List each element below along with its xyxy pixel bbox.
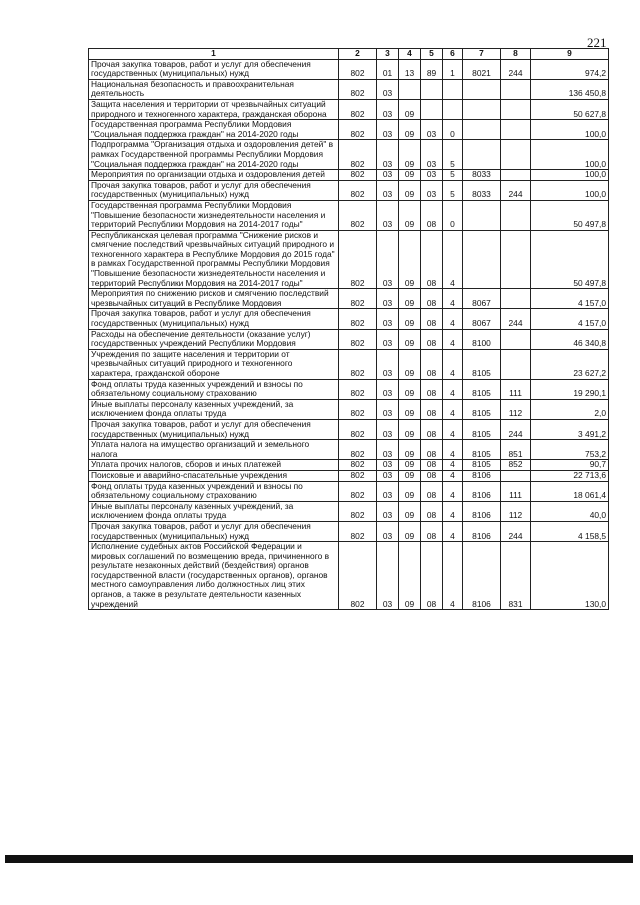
table-row: [89, 140, 609, 170]
row-name-cell: Фонд оплаты труда казенных учреждений и взносы по обязательному социальному страхованию: [89, 379, 339, 399]
row-c3-cell: 03: [377, 460, 399, 471]
row-c5-cell: 08: [421, 230, 443, 289]
row-c6-cell: 4: [443, 379, 463, 399]
header-cell: 8: [501, 49, 531, 60]
row-c8-cell: [501, 230, 531, 289]
row-name-cell: Прочая закупка товаров, работ и услуг для обеспечения государственных (муниципальных) нужд: [89, 419, 339, 439]
row-name-cell: Государственная программа Республики Мордовия "Социальная поддержка граждан" на 2014-2020 годы: [89, 120, 339, 140]
row-c5-cell: 08: [421, 521, 443, 541]
table-row: [89, 200, 609, 230]
row-c9-cell: 753,2: [531, 440, 609, 460]
row-c2-cell: 802: [339, 120, 377, 140]
row-c6-cell: 0: [443, 200, 463, 230]
row-name-cell: Мероприятия по снижению рисков и смягчению последствий чрезвычайных ситуаций в Республике Мордовия: [89, 289, 339, 309]
row-c7-cell: [463, 99, 501, 119]
row-c9-cell: 50 497,8: [531, 230, 609, 289]
row-c2-cell: 802: [339, 200, 377, 230]
row-c4-cell: 09: [399, 470, 421, 481]
row-c9-cell: 100,0: [531, 170, 609, 181]
row-c6-cell: [443, 79, 463, 99]
row-c6-cell: 4: [443, 460, 463, 471]
table-row: [89, 170, 609, 181]
page-number: 221: [587, 35, 607, 50]
table-row: [89, 481, 609, 501]
row-c2-cell: 802: [339, 140, 377, 170]
row-c7-cell: 8105: [463, 379, 501, 399]
row-c4-cell: 09: [399, 349, 421, 379]
row-c5-cell: 03: [421, 140, 443, 170]
row-c3-cell: 01: [377, 59, 399, 79]
header-cell: 4: [399, 49, 421, 60]
row-c8-cell: [501, 120, 531, 140]
row-c7-cell: [463, 120, 501, 140]
header-cell: 1: [89, 49, 339, 60]
row-c6-cell: 4: [443, 329, 463, 349]
row-c8-cell: [501, 170, 531, 181]
row-c6-cell: 4: [443, 470, 463, 481]
row-c8-cell: [501, 99, 531, 119]
row-c7-cell: 8106: [463, 470, 501, 481]
row-name-cell: Исполнение судебных актов Российской Федерации и мировых соглашений по возмещению вреда, причиненного в результате незаконных действий (бездействия) органов государственной власти (государственных органов), органов местного самоуправления либо должностных лиц этих органов, а также в результате деятельности казенных учреждений: [89, 542, 339, 610]
row-c3-cell: 03: [377, 501, 399, 521]
budget-table: [88, 48, 609, 610]
row-c6-cell: 4: [443, 309, 463, 329]
row-c6-cell: 4: [443, 289, 463, 309]
table-row: [89, 289, 609, 309]
scan-bottom-bar: [5, 855, 633, 863]
row-c9-cell: 46 340,8: [531, 329, 609, 349]
table-row: [89, 349, 609, 379]
row-c5-cell: [421, 79, 443, 99]
row-name-cell: Уплата прочих налогов, сборов и иных платежей: [89, 460, 339, 471]
row-c4-cell: 09: [399, 542, 421, 610]
row-c4-cell: 09: [399, 230, 421, 289]
table-row: [89, 501, 609, 521]
row-name-cell: Иные выплаты персоналу казенных учреждений, за исключением фонда оплаты труда: [89, 501, 339, 521]
row-c8-cell: [501, 140, 531, 170]
row-c8-cell: [501, 200, 531, 230]
row-c4-cell: 09: [399, 460, 421, 471]
table-row: [89, 419, 609, 439]
row-c7-cell: [463, 230, 501, 289]
row-c9-cell: 90,7: [531, 460, 609, 471]
row-c5-cell: 08: [421, 542, 443, 610]
row-c3-cell: 03: [377, 329, 399, 349]
row-c9-cell: 2,0: [531, 399, 609, 419]
row-c8-cell: 244: [501, 419, 531, 439]
table-row: [89, 470, 609, 481]
row-c6-cell: 4: [443, 230, 463, 289]
header-cell: 9: [531, 49, 609, 60]
row-c5-cell: 08: [421, 329, 443, 349]
row-c8-cell: 852: [501, 460, 531, 471]
row-c6-cell: 5: [443, 140, 463, 170]
row-c3-cell: 03: [377, 521, 399, 541]
row-c9-cell: 100,0: [531, 140, 609, 170]
row-c8-cell: [501, 349, 531, 379]
row-c7-cell: 8100: [463, 329, 501, 349]
row-name-cell: Республиканская целевая программа "Снижение рисков и смягчение последствий чрезвычайных ситуаций природного и техногенного характера в Республике Мордовия до 2015 года" в рамках Государственной программы Республики Мордовия "Повышение безопасности жизнедеятельности населения и территорий Республики Мордовия на 2014-2017 годы": [89, 230, 339, 289]
row-c3-cell: 03: [377, 140, 399, 170]
row-c8-cell: [501, 329, 531, 349]
row-c3-cell: 03: [377, 440, 399, 460]
row-c6-cell: 4: [443, 399, 463, 419]
row-c9-cell: 4 157,0: [531, 289, 609, 309]
row-c5-cell: 08: [421, 289, 443, 309]
row-c5-cell: [421, 99, 443, 119]
row-c3-cell: 03: [377, 470, 399, 481]
row-c8-cell: [501, 470, 531, 481]
row-c9-cell: 40,0: [531, 501, 609, 521]
row-c7-cell: [463, 79, 501, 99]
row-c3-cell: 03: [377, 542, 399, 610]
row-c2-cell: 802: [339, 309, 377, 329]
row-c5-cell: 03: [421, 180, 443, 200]
row-c3-cell: 03: [377, 170, 399, 181]
row-c9-cell: 50 627,8: [531, 99, 609, 119]
row-name-cell: Государственная программа Республики Мордовия "Повышение безопасности жизнедеятельности населения и территорий Республики Мордовия на 2014-2017 годы": [89, 200, 339, 230]
row-c2-cell: 802: [339, 460, 377, 471]
row-c7-cell: 8067: [463, 289, 501, 309]
row-c4-cell: 13: [399, 59, 421, 79]
header-cell: 7: [463, 49, 501, 60]
row-c6-cell: 0: [443, 120, 463, 140]
table-row: [89, 379, 609, 399]
row-c3-cell: 03: [377, 419, 399, 439]
row-c8-cell: 111: [501, 379, 531, 399]
row-name-cell: Подпрограмма "Организация отдыха и оздоровления детей" в рамках Государственной программы Республики Мордовия "Социальная поддержка граждан" на 2014-2020 годы: [89, 140, 339, 170]
row-c2-cell: 802: [339, 399, 377, 419]
row-name-cell: Мероприятия по организации отдыха и оздоровления детей: [89, 170, 339, 181]
row-c3-cell: 03: [377, 180, 399, 200]
row-c9-cell: 3 491,2: [531, 419, 609, 439]
row-c4-cell: 09: [399, 309, 421, 329]
row-c8-cell: 831: [501, 542, 531, 610]
row-c5-cell: 08: [421, 440, 443, 460]
row-c7-cell: [463, 200, 501, 230]
row-c5-cell: 03: [421, 170, 443, 181]
row-c2-cell: 802: [339, 170, 377, 181]
table-row: [89, 79, 609, 99]
row-c7-cell: 8106: [463, 521, 501, 541]
row-c8-cell: 851: [501, 440, 531, 460]
row-c8-cell: 244: [501, 521, 531, 541]
row-c4-cell: 09: [399, 481, 421, 501]
row-c7-cell: 8105: [463, 419, 501, 439]
row-c3-cell: 03: [377, 230, 399, 289]
row-c4-cell: 09: [399, 120, 421, 140]
row-c3-cell: 03: [377, 399, 399, 419]
row-c6-cell: [443, 99, 463, 119]
row-c8-cell: [501, 289, 531, 309]
row-c2-cell: 802: [339, 379, 377, 399]
row-c9-cell: 22 713,6: [531, 470, 609, 481]
row-c7-cell: 8021: [463, 59, 501, 79]
row-c5-cell: 08: [421, 399, 443, 419]
header-cell: 6: [443, 49, 463, 60]
row-c6-cell: 5: [443, 180, 463, 200]
row-c3-cell: 03: [377, 99, 399, 119]
row-c4-cell: 09: [399, 99, 421, 119]
row-c2-cell: 802: [339, 349, 377, 379]
header-cell: 2: [339, 49, 377, 60]
row-c5-cell: 08: [421, 309, 443, 329]
table-row: [89, 120, 609, 140]
row-c7-cell: 8067: [463, 309, 501, 329]
row-c2-cell: 802: [339, 289, 377, 309]
row-name-cell: Прочая закупка товаров, работ и услуг для обеспечения государственных (муниципальных) нужд: [89, 309, 339, 329]
row-name-cell: Прочая закупка товаров, работ и услуг для обеспечения государственных (муниципальных) нужд: [89, 521, 339, 541]
row-c7-cell: [463, 140, 501, 170]
table-row: [89, 99, 609, 119]
row-c9-cell: 974,2: [531, 59, 609, 79]
row-name-cell: Уплата налога на имущество организаций и земельного налога: [89, 440, 339, 460]
row-c4-cell: 09: [399, 140, 421, 170]
row-c9-cell: 23 627,2: [531, 349, 609, 379]
row-c2-cell: 802: [339, 440, 377, 460]
row-name-cell: Расходы на обеспечение деятельности (оказание услуг) государственных учреждений Республики Мордовия: [89, 329, 339, 349]
row-c5-cell: 08: [421, 481, 443, 501]
row-c2-cell: 802: [339, 329, 377, 349]
header-cell: 5: [421, 49, 443, 60]
row-c6-cell: 4: [443, 521, 463, 541]
row-c4-cell: 09: [399, 419, 421, 439]
row-c4-cell: 09: [399, 329, 421, 349]
row-c4-cell: 09: [399, 289, 421, 309]
row-c9-cell: 100,0: [531, 180, 609, 200]
row-c7-cell: 8033: [463, 180, 501, 200]
row-c8-cell: 244: [501, 309, 531, 329]
row-c5-cell: 08: [421, 501, 443, 521]
row-c2-cell: 802: [339, 99, 377, 119]
row-c4-cell: 09: [399, 180, 421, 200]
row-c7-cell: 8105: [463, 460, 501, 471]
table-row: [89, 460, 609, 471]
table-row: [89, 542, 609, 610]
row-c7-cell: 8105: [463, 399, 501, 419]
row-c3-cell: 03: [377, 349, 399, 379]
row-c2-cell: 802: [339, 470, 377, 481]
row-c2-cell: 802: [339, 501, 377, 521]
row-c7-cell: 8106: [463, 481, 501, 501]
row-c8-cell: 244: [501, 180, 531, 200]
row-c9-cell: 4 158,5: [531, 521, 609, 541]
row-c2-cell: 802: [339, 59, 377, 79]
row-c4-cell: 09: [399, 501, 421, 521]
row-name-cell: Фонд оплаты труда казенных учреждений и взносы по обязательному социальному страхованию: [89, 481, 339, 501]
row-c5-cell: 08: [421, 349, 443, 379]
table-row: [89, 440, 609, 460]
row-c4-cell: 09: [399, 200, 421, 230]
row-c3-cell: 03: [377, 379, 399, 399]
row-c3-cell: 03: [377, 79, 399, 99]
row-c5-cell: 89: [421, 59, 443, 79]
row-c5-cell: 08: [421, 419, 443, 439]
row-c4-cell: [399, 79, 421, 99]
row-c7-cell: 8106: [463, 542, 501, 610]
row-c7-cell: 8105: [463, 349, 501, 379]
row-c4-cell: 09: [399, 440, 421, 460]
row-c3-cell: 03: [377, 200, 399, 230]
row-c9-cell: 130,0: [531, 542, 609, 610]
row-name-cell: Иные выплаты персоналу казенных учреждений, за исключением фонда оплаты труда: [89, 399, 339, 419]
row-c6-cell: 4: [443, 419, 463, 439]
row-c6-cell: 4: [443, 481, 463, 501]
row-c6-cell: 4: [443, 542, 463, 610]
table-row: [89, 180, 609, 200]
row-c9-cell: 50 497,8: [531, 200, 609, 230]
row-c3-cell: 03: [377, 309, 399, 329]
row-c7-cell: 8106: [463, 501, 501, 521]
row-c2-cell: 802: [339, 180, 377, 200]
row-c2-cell: 802: [339, 521, 377, 541]
table-row: [89, 399, 609, 419]
row-c6-cell: 1: [443, 59, 463, 79]
row-c2-cell: 802: [339, 542, 377, 610]
row-c7-cell: 8105: [463, 440, 501, 460]
header-row: [89, 49, 609, 60]
row-c2-cell: 802: [339, 419, 377, 439]
row-name-cell: Прочая закупка товаров, работ и услуг для обеспечения государственных (муниципальных) нужд: [89, 180, 339, 200]
row-c8-cell: 112: [501, 501, 531, 521]
row-c8-cell: 244: [501, 59, 531, 79]
row-c5-cell: 08: [421, 460, 443, 471]
row-c8-cell: [501, 79, 531, 99]
row-c3-cell: 03: [377, 481, 399, 501]
row-c2-cell: 802: [339, 230, 377, 289]
row-c6-cell: 4: [443, 440, 463, 460]
row-c6-cell: 4: [443, 501, 463, 521]
row-c5-cell: 08: [421, 379, 443, 399]
row-c4-cell: 09: [399, 170, 421, 181]
row-c5-cell: 03: [421, 120, 443, 140]
row-c4-cell: 09: [399, 379, 421, 399]
table-row: [89, 309, 609, 329]
row-c5-cell: 08: [421, 470, 443, 481]
row-c3-cell: 03: [377, 289, 399, 309]
row-c9-cell: 18 061,4: [531, 481, 609, 501]
row-name-cell: Национальная безопасность и правоохранительная деятельность: [89, 79, 339, 99]
row-c2-cell: 802: [339, 79, 377, 99]
row-c6-cell: 5: [443, 170, 463, 181]
row-c4-cell: 09: [399, 521, 421, 541]
row-c5-cell: 08: [421, 200, 443, 230]
row-c3-cell: 03: [377, 120, 399, 140]
row-c6-cell: 4: [443, 349, 463, 379]
row-c4-cell: 09: [399, 399, 421, 419]
row-c8-cell: 111: [501, 481, 531, 501]
header-cell: 3: [377, 49, 399, 60]
table-row: [89, 329, 609, 349]
row-c2-cell: 802: [339, 481, 377, 501]
table-row: [89, 521, 609, 541]
row-name-cell: Поисковые и аварийно-спасательные учреждения: [89, 470, 339, 481]
row-c9-cell: 136 450,8: [531, 79, 609, 99]
row-name-cell: Прочая закупка товаров, работ и услуг для обеспечения государственных (муниципальных) нужд: [89, 59, 339, 79]
row-name-cell: Защита населения и территории от чрезвычайных ситуаций природного и техногенного характера, гражданская оборона: [89, 99, 339, 119]
table-row: [89, 59, 609, 79]
table-row: [89, 230, 609, 289]
row-name-cell: Учреждения по защите населения и территории от чрезвычайных ситуаций природного и техногенного характера, гражданской обороне: [89, 349, 339, 379]
row-c9-cell: 19 290,1: [531, 379, 609, 399]
row-c8-cell: 112: [501, 399, 531, 419]
row-c9-cell: 4 157,0: [531, 309, 609, 329]
row-c9-cell: 100,0: [531, 120, 609, 140]
row-c7-cell: 8033: [463, 170, 501, 181]
